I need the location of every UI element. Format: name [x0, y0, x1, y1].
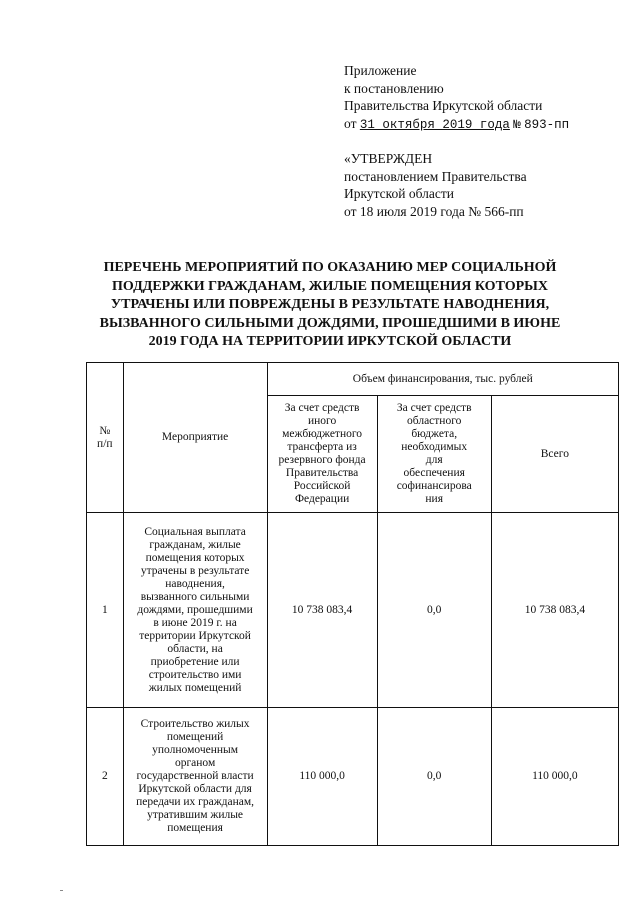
appendix-date-value: 31 октября 2019 года: [359, 117, 510, 132]
appendix-block: [344, 62, 569, 134]
event-text-line: в июне 2019 г. на: [153, 616, 237, 629]
header-event: Мероприятие: [123, 363, 267, 513]
scan-speck: [60, 890, 63, 891]
header-funding: Объем финансирования, тыс. рублей: [267, 363, 618, 396]
title-line-5: 2019 ГОДА НА ТЕРРИТОРИИ ИРКУТСКОЙ ОБЛАСТИ: [148, 334, 512, 349]
event-text-line: утратившим жилые: [147, 809, 244, 821]
header-text-line: бюджета,: [411, 428, 458, 440]
row-regional-amount: 0,0: [377, 708, 491, 846]
event-text-line: передачи их гражданам,: [136, 796, 255, 808]
event-text-line: уполномоченным: [152, 744, 239, 756]
event-text-line: вызванного сильными: [140, 590, 250, 603]
approved-line-3: Иркутской области: [344, 186, 455, 201]
header-total: Всего: [491, 396, 618, 513]
measures-table: [86, 362, 619, 846]
title-line-1: ПЕРЕЧЕНЬ МЕРОПРИЯТИЙ ПО ОКАЗАНИЮ МЕР СОЦИАЛЬНОЙ: [103, 260, 557, 275]
table-row: [87, 513, 619, 708]
appendix-number-prefix: №: [513, 117, 521, 132]
header-text-line: Федерации: [294, 493, 350, 505]
event-text-line: помещения которых: [145, 551, 245, 564]
approved-line-4: от 18 июля 2019 года № 566-пп: [344, 203, 524, 219]
header-regional-budget: [377, 396, 491, 513]
header-text-line: межбюджетного: [282, 428, 363, 440]
event-text-line: государственной власти: [136, 770, 254, 782]
appendix-number-value: 893-пп: [524, 117, 570, 132]
header-text-line: За счет средств: [396, 402, 472, 414]
header-text-line: За счет средств: [284, 402, 360, 414]
table-header-row: [87, 363, 619, 396]
event-text-line: гражданам, жилые: [149, 538, 241, 551]
event-text-line: помещения: [167, 822, 223, 834]
event-text-line: Строительство жилых: [140, 718, 250, 730]
header-federal-transfer: [267, 396, 377, 513]
header-number-abbr: п/п: [97, 437, 113, 450]
row-number: 1: [87, 513, 124, 708]
appendix-line-2: к постановлению: [344, 80, 444, 96]
row-federal-amount: 110 000,0: [267, 708, 377, 846]
row-total-amount: 10 738 083,4: [491, 513, 618, 708]
appendix-date-line: [344, 115, 569, 135]
header-text-line: Правительства: [285, 467, 359, 479]
header-text-line: для: [425, 454, 443, 466]
row-federal-amount: 10 738 083,4: [267, 513, 377, 708]
header-text-line: резервного фонда: [278, 454, 366, 466]
event-text-line: Иркутской области для: [138, 783, 252, 795]
title-line-3: УТРАЧЕНЫ ИЛИ ПОВРЕЖДЕНЫ В РЕЗУЛЬТАТЕ НАВОДНЕНИЯ,: [110, 297, 550, 312]
header-text-line: софинансирова: [396, 480, 472, 492]
event-text-line: жилых помещений: [148, 681, 242, 694]
appendix-line-3: Правительства Иркутской области: [344, 98, 543, 113]
row-event: [123, 708, 267, 846]
event-text-line: области, на: [167, 642, 223, 655]
header-text-line: областного: [407, 415, 462, 427]
event-text-line: утрачены в результате: [140, 564, 250, 577]
title-line-4: ВЫЗВАННОГО СИЛЬНЫМИ ДОЖДЯМИ, ПРОШЕДШИМИ В ИЮНЕ: [99, 315, 561, 331]
row-total-amount: 110 000,0: [491, 708, 618, 846]
approved-line-2: постановлением Правительства: [344, 168, 527, 184]
row-regional-amount: 0,0: [377, 513, 491, 708]
header-text-line: ния: [425, 493, 443, 505]
appendix-date-prefix: от: [344, 115, 357, 131]
event-text-line: помещений: [166, 731, 224, 743]
document-title: [80, 259, 580, 352]
event-text-line: строительство ими: [148, 668, 242, 681]
header-text-line: трансферта из: [287, 441, 357, 453]
approved-block: [344, 150, 527, 220]
event-text-line: дождями, прошедшими: [137, 603, 253, 616]
header-number: [87, 363, 124, 513]
title-line-2: ПОДДЕРЖКИ ГРАЖДАНАМ, ЖИЛЫЕ ПОМЕЩЕНИЯ КОТОРЫХ: [111, 278, 549, 294]
event-text-line: территории Иркутской: [139, 629, 251, 642]
header-text-line: обеспечения: [403, 467, 465, 479]
event-text-line: Социальная выплата: [144, 525, 246, 538]
header-text-line: Российской: [293, 480, 351, 492]
header-number-sign: №: [99, 424, 111, 437]
event-text-line: приобретение или: [150, 655, 240, 668]
event-text-line: органом: [174, 757, 216, 769]
table-row: [87, 708, 619, 846]
appendix-line-1: Приложение: [344, 63, 417, 78]
row-number: 2: [87, 708, 124, 846]
event-text-line: наводнения,: [165, 577, 225, 590]
approved-line-1: «УТВЕРЖДЕН: [344, 151, 433, 166]
row-event: [123, 513, 267, 708]
header-text-line: необходимых: [401, 441, 468, 453]
header-text-line: иного: [307, 415, 337, 427]
